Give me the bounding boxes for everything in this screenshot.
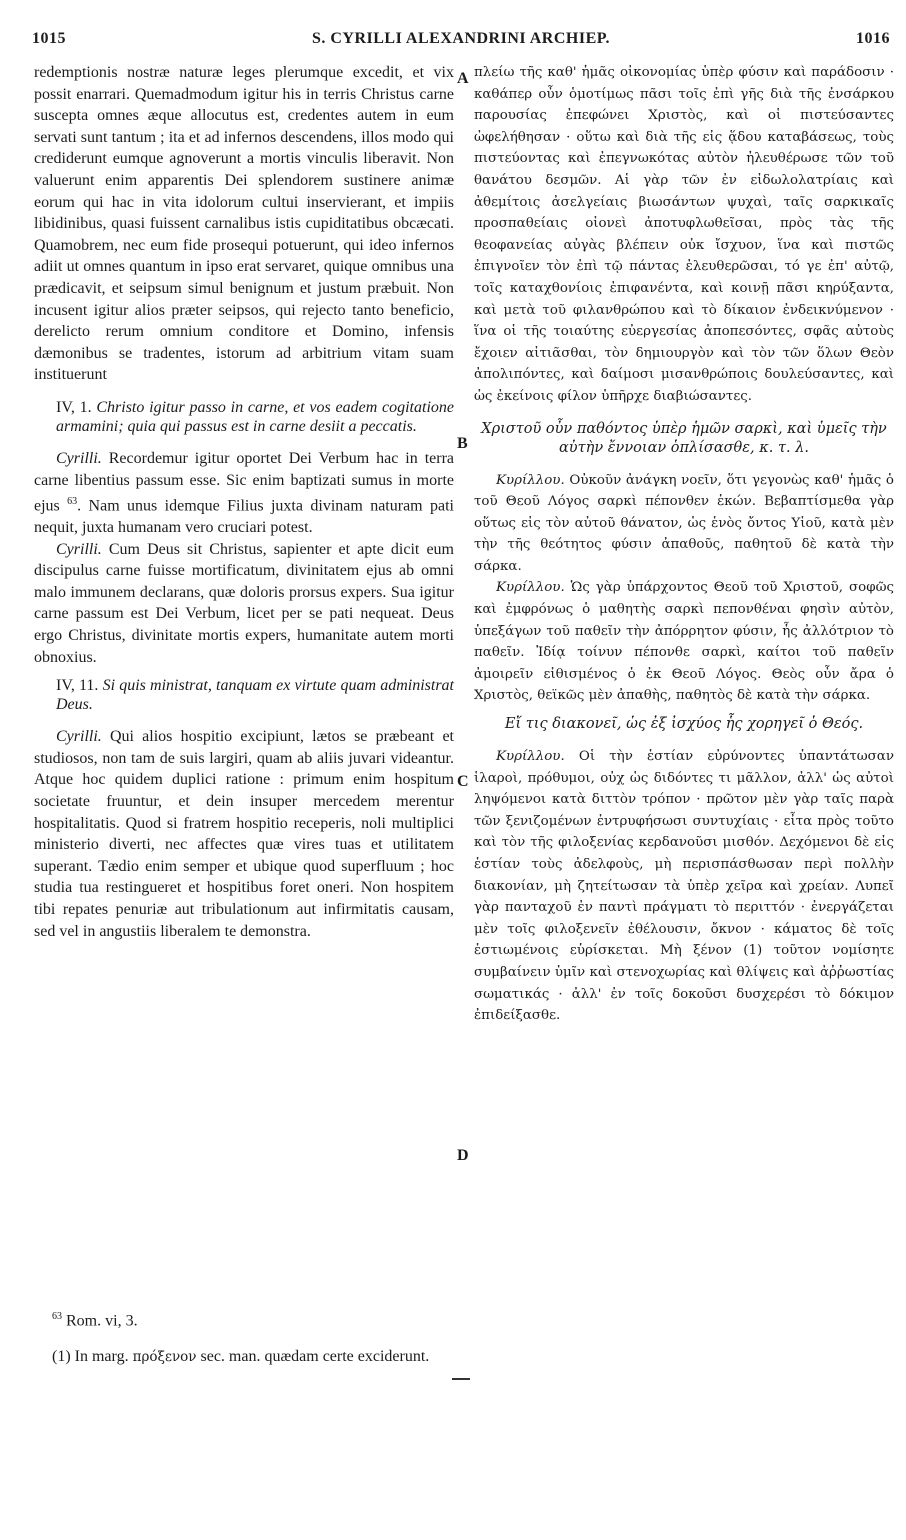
end-rule [452, 1378, 470, 1380]
latin-paragraph [34, 726, 454, 942]
paragraph-text: Οἱ τὴν ἑστίαν εὐρύνοντες ὑπαντάτωσαν ἱλαροὶ, πρόθυμοι, οὐχ ὡς διδόντες τι μᾶλλον, ἀλλ' ὡς αὐτοὶ ληψόμενοι κατὰ διττὸν τρόπον · πρῶτον μὲν γὰρ ταῖς παρὰ τῶν ξενιζομένων ἐντρυφήσωσι συντυχίαις · εἶτα πρὸς τοῦτο καὶ τὸν τῆς φιλοξενίας κερδανοῦσι μισθόν. Δεχόμενοι δὲ εἰς ἑστίαν τοὺς ἀδελφοὺς, μὴ περισπάσθωσαν περὶ πολλὴν διακονίαν, μὴ ζητείτωσαν τὰ ὑπὲρ χεῖρα καὶ χρείαν. Λυπεῖ γὰρ πανταχοῦ ἐν παντὶ πράγματι τὸ περιττόν · ἐνεργάζεται μὲν τοῖς φιλοξενεῖν ἐθέλουσιν, ὄκνον · κάματος δὲ τοῖς ἑστιωμένοις εὑρίσκεται. Μὴ ξένον (1) τοῦτον νομίσητε συμβαίνειν ὑμῖν καὶ στενοχωρίας καὶ θλίψεις καὶ ἀῤῥωστίας σωματικάς · ἀλλ' ἐν τοῖς δοκοῦσι δυσχερέσι τὸ δόκιμον ἐπιδείξασθε. [474, 749, 894, 1024]
running-header [32, 30, 890, 54]
section-marker-c: C [457, 773, 469, 790]
running-title: S. CYRILLI ALEXANDRINI ARCHIEP. [311, 30, 611, 47]
lemma-reference: IV, 1. [56, 398, 92, 416]
lemma-text: Christo igitur passo in carne, et vos eadem cogitatione armamini; quia qui passus est in carne desiit a peccatis. [56, 398, 454, 435]
section-marker-d: D [457, 1147, 469, 1164]
footnote-greek-word: πρόξενον [132, 1349, 197, 1366]
paragraph-text: Cum Deus sit Christus, sapienter et apte dicit eum discipulus carne fuisse mortificatum, divinitatem ejus ab omni malo immunem declarans, quæ doloris prorsus expers. Sua igitur carne passum est Dei Verbum, licet per se pati nequeat. Deus ergo Christus, divinitate mortis expers, humanitate autem morti obnoxius. [34, 540, 455, 666]
speaker-label: Cyrilli. [56, 540, 102, 558]
footnote-ref: 63 [67, 496, 78, 508]
latin-paragraph [34, 539, 454, 669]
section-marker-a: A [457, 70, 469, 87]
paragraph-text: Recordemur igitur oportet Dei Verbum hac in terra carne libentius passum esse. Sic enim baptizati sumus in morte ejus [34, 449, 455, 515]
speaker-label: Cyrilli. [56, 449, 102, 467]
greek-paragraph [474, 577, 894, 707]
latin-lemma [34, 676, 454, 714]
footnote-text: (1) In marg. [52, 1348, 129, 1366]
latin-paragraph [34, 448, 454, 539]
speaker-label: Κυρίλλου. [496, 472, 565, 488]
footnote [52, 1346, 892, 1368]
footnote-text: Rom. vi, 3. [66, 1312, 138, 1330]
greek-paragraph: πλείω τῆς καθ' ἡμᾶς οἰκονομίας ὑπὲρ φύσιν καὶ παράδοσιν · καθάπερ οὖν ὁμοτίμως πᾶσι τοῖς ἐπὶ γῆς διὰ τῆς ἐνσάρκου παρουσίας ἐπεφώνει Χριστὸς, καὶ οἱ πιστεύσαντες ὠφελήθησαν · οὕτω καὶ διὰ τῆς εἰς ᾅδου καταβάσεως, τοὺς πιστεύοντας καὶ ἐπεγνωκότας αὐτὸν ἠλευθέρωσε τῶν τοῦ θανάτου δεσμῶν. Αἱ γὰρ τῶν ἐν εἰδωλολατρίαις καὶ ἀθεμίτοις ἀσελγείαις βιωσάντων ψυχαὶ, ταῖς σαρκικαῖς προσπαθείαις οἱονεὶ ἀποτυφλωθεῖσαι, πρὸς τὰς τῆς θεοφανείας αὐγὰς βλέπειν οὐκ ἴσχυον, ἵνα καὶ πιστῶς ἐπιγνοῖεν τὸν ἐπὶ τῷ πάντας ἐλευθερῶσαι, τό γε ἐπ' αὐτῷ, τοῖς καταχθονίοις ἐπιφανέντα, καὶ κοινῇ πᾶσι κηρύξαντα, καὶ μετὰ τοῦ φιλανθρώπου καὶ τὸ δίκαιον ἐνδεικνύμενον · ἵνα οἱ τῆς τοιαύτης εὐεργεσίας ἀποπεσόντες, σφᾶς αὐτοὺς ἔχοιεν αἰτιᾶσθαι, τὸν δημιουργὸν καὶ τὸν τῶν ὅλων Θεὸν ἀπολιπόντες, καὶ δαίμοσι μισανθρώποις δουλεύσαντες, καὶ ὡς ἐκείνοις φίλον ὑπῆρχε διαβιώσαντες. [474, 65, 894, 404]
paragraph-text: . Nam unus idemque Filius juxta divinam naturam pati nequit, juxta humanam vero cruciari potest. [34, 497, 454, 537]
lemma-reference: IV, 11. [56, 677, 99, 695]
paragraph-text: Οὐκοῦν ἀνάγκη νοεῖν, ὅτι γεγονὼς καθ' ἡμᾶς ὁ τοῦ Θεοῦ Λόγος σαρκὶ πέπονθεν ἑκών. Βεβαπτίσμεθα γὰρ οὕτως εἰς τὸν αὐτοῦ θάνατον, ὡς ἑνὸς ὄντος Υἱοῦ, κατὰ μὲν τὴν τῆς θεότητος φύσιν ἀπαθοῦς, παθητοῦ δὲ κατὰ τὴν σάρκα. [474, 472, 894, 574]
footnote-text: sec. man. quædam certe exciderunt. [200, 1348, 430, 1366]
greek-paragraph [474, 470, 894, 578]
lemma-text: Si quis ministrat, tanquam ex virtute quam administrat Deus. [56, 677, 454, 714]
paragraph-text: Ὡς γὰρ ὑπάρχοντος Θεοῦ τοῦ Χριστοῦ, σοφῶς καὶ ἐμφρόνως ὁ μαθητὴς σαρκὶ πεπονθέναι φησὶν αὐτὸν, ὑπεξάγων τοῦ παθεῖν τὴν ἀπόρρητον φύσιν, ἧς ἀλλότριον τὸ παθεῖν. Ἰδίᾳ τοίνυν πέπονθε σαρκὶ, καίτοι τοῦ παθεῖν ἀμοιρεῖν εἰθισμένος ὁ ἐκ Θεοῦ Λόγος. Θεὸς οὖν ἄρα ὁ Χριστὸς, θεϊκῶς μὲν ἀπαθὴς, παθητὸς δὲ κατὰ τὴν σάρκα. [474, 580, 895, 704]
latin-paragraph: redemptionis nostræ naturæ leges plerumque excedit, et vix possit enarrari. Quemadmodum igitur his in terris Christus carne suscepta omnes æque allocutus est, credentes autem in eum servati sunt tantum ; ita et ad infernos descendens, illos modo qui crediderunt eumque agnoverunt a mortis vinculis liberavit. Non valuerunt enim apparentis Dei splendorem sustinere animæ eorum qui hac in vita idolorum cultui inservierant, et impiis libidinibus, quasi fuissent carnalibus istis cupiditatibus obcæcati. Quamobrem, nec eum fide prosequi potuerunt, qui ideo infernos adiit ut omnes quantum in ipso erat servaret, quique omnibus una prædicavit, et seipsum simul benignum et justum præbuit. Non incusent igitur alios præter seipsos, qui rejecto tanto beneficio, derelicto rerum omnium conditore et Domino, infensis dæmonibus se tradentes, istorum ad arbitrium vitam suam instituerunt [34, 64, 454, 384]
paragraph-text: Qui alios hospitio excipiunt, lætos se præbeant et studiosos, non tam de suis largiri, quam ab aliis juvari videantur. Atque hoc quidem duplici ratione : primum enim hospitum societate fruuntur, et dein insuper mercedem merentur hospitalitatis. Quod si fratrem hospitio receperis, noli multiplici ministerio diverti, nec affectes quæ vires tuas et utilitatem superant. Tædio enim semper et ubique quod superfluum ; hoc studia tua restingueret et hospitibus foret oneri. Non hospitem tibi repates penuriæ aut tribulationum aut infirmitatis causam, sed vel in angustiis liberalem te demonstra. [34, 728, 454, 940]
page-number-left: 1015 [32, 30, 66, 47]
speaker-label: Cyrilli. [56, 728, 102, 746]
footnote [52, 1306, 892, 1332]
section-marker-b: B [457, 435, 468, 452]
speaker-label: Κυρίλλου. [496, 580, 565, 596]
latin-column [34, 62, 454, 942]
page-number-right: 1016 [856, 30, 890, 47]
speaker-label: Κυρίλλου. [496, 749, 565, 765]
greek-paragraph [474, 746, 894, 1027]
footnote-number: 63 [52, 1311, 62, 1322]
greek-column [474, 62, 894, 1027]
footnotes [52, 1306, 892, 1382]
latin-lemma [34, 398, 454, 436]
greek-lemma: Χριστοῦ οὖν παθόντος ὑπὲρ ἡμῶν σαρκὶ, καὶ ὑμεῖς τὴν αὐτὴν ἔννοιαν ὁπλίσασθε, κ. τ. λ. [481, 420, 887, 456]
greek-lemma: Εἴ τις διακονεῖ, ὡς ἐξ ἰσχύος ἧς χορηγεῖ ὁ Θεός. [504, 716, 864, 733]
